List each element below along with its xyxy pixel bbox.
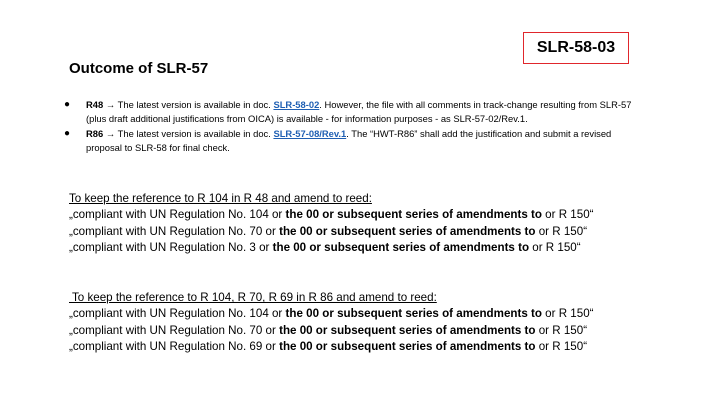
bullet-label: R86 [86,128,104,140]
bullet-text: . However, the file with all comments in track-change resulting from SLR-57 (plus draft additional justifications from OICA) is available - for information purposes - as SLR-57-02/Rev.1. [86,99,632,124]
amendment-line: „compliant with UN Regulation No. 70 or the 00 or subsequent series of amendments to or R 150“ [69,323,588,337]
arrow-right-icon: → [105,99,116,110]
bullet-item-r86 [64,127,634,154]
section-heading: To keep the reference to R 104 in R 48 and amend to reed: [69,192,372,205]
arrow-right-icon: → [105,128,116,140]
bullet-label: R48 [86,99,104,110]
amendment-line: „compliant with UN Regulation No. 70 or the 00 or subsequent series of amendments to or R 150“ [69,224,588,238]
section-heading: To keep the reference to R 104, R 70, R 69 in R 86 and amend to reed: [69,291,437,304]
bullet-text: . The “HWT-R86” shall add the justification and submit a revised proposal to SLR-58 for final check. [86,128,612,153]
amendment-section-r86 [69,290,669,356]
slide-title: Outcome of SLR-57 [69,60,209,77]
amendment-line: „compliant with UN Regulation No. 104 or the 00 or subsequent series of amendments to or R 150“ [69,208,594,222]
bullet-list [64,98,634,156]
bullet-text: The latest version is available in doc. [115,128,274,140]
doc-link-slr-57-08-rev1[interactable]: SLR-57-08/Rev.1 [273,128,347,140]
bullet-text: The latest version is available in doc. [115,99,274,110]
amendment-line: „compliant with UN Regulation No. 104 or the 00 or subsequent series of amendments to or R 150“ [69,307,594,321]
bullet-item-r48 [64,98,634,125]
bullet-dot-icon: ● [64,128,71,140]
amendment-line: „compliant with UN Regulation No. 3 or the 00 or subsequent series of amendments to or R 150“ [69,241,581,255]
document-id-box: SLR-58-03 [523,32,629,64]
doc-link-slr-58-02[interactable]: SLR-58-02 [273,99,320,110]
amendment-section-r48 [69,191,669,257]
bullet-dot-icon: ● [64,99,71,110]
amendment-line: „compliant with UN Regulation No. 69 or the 00 or subsequent series of amendments to or R 150“ [69,340,588,354]
